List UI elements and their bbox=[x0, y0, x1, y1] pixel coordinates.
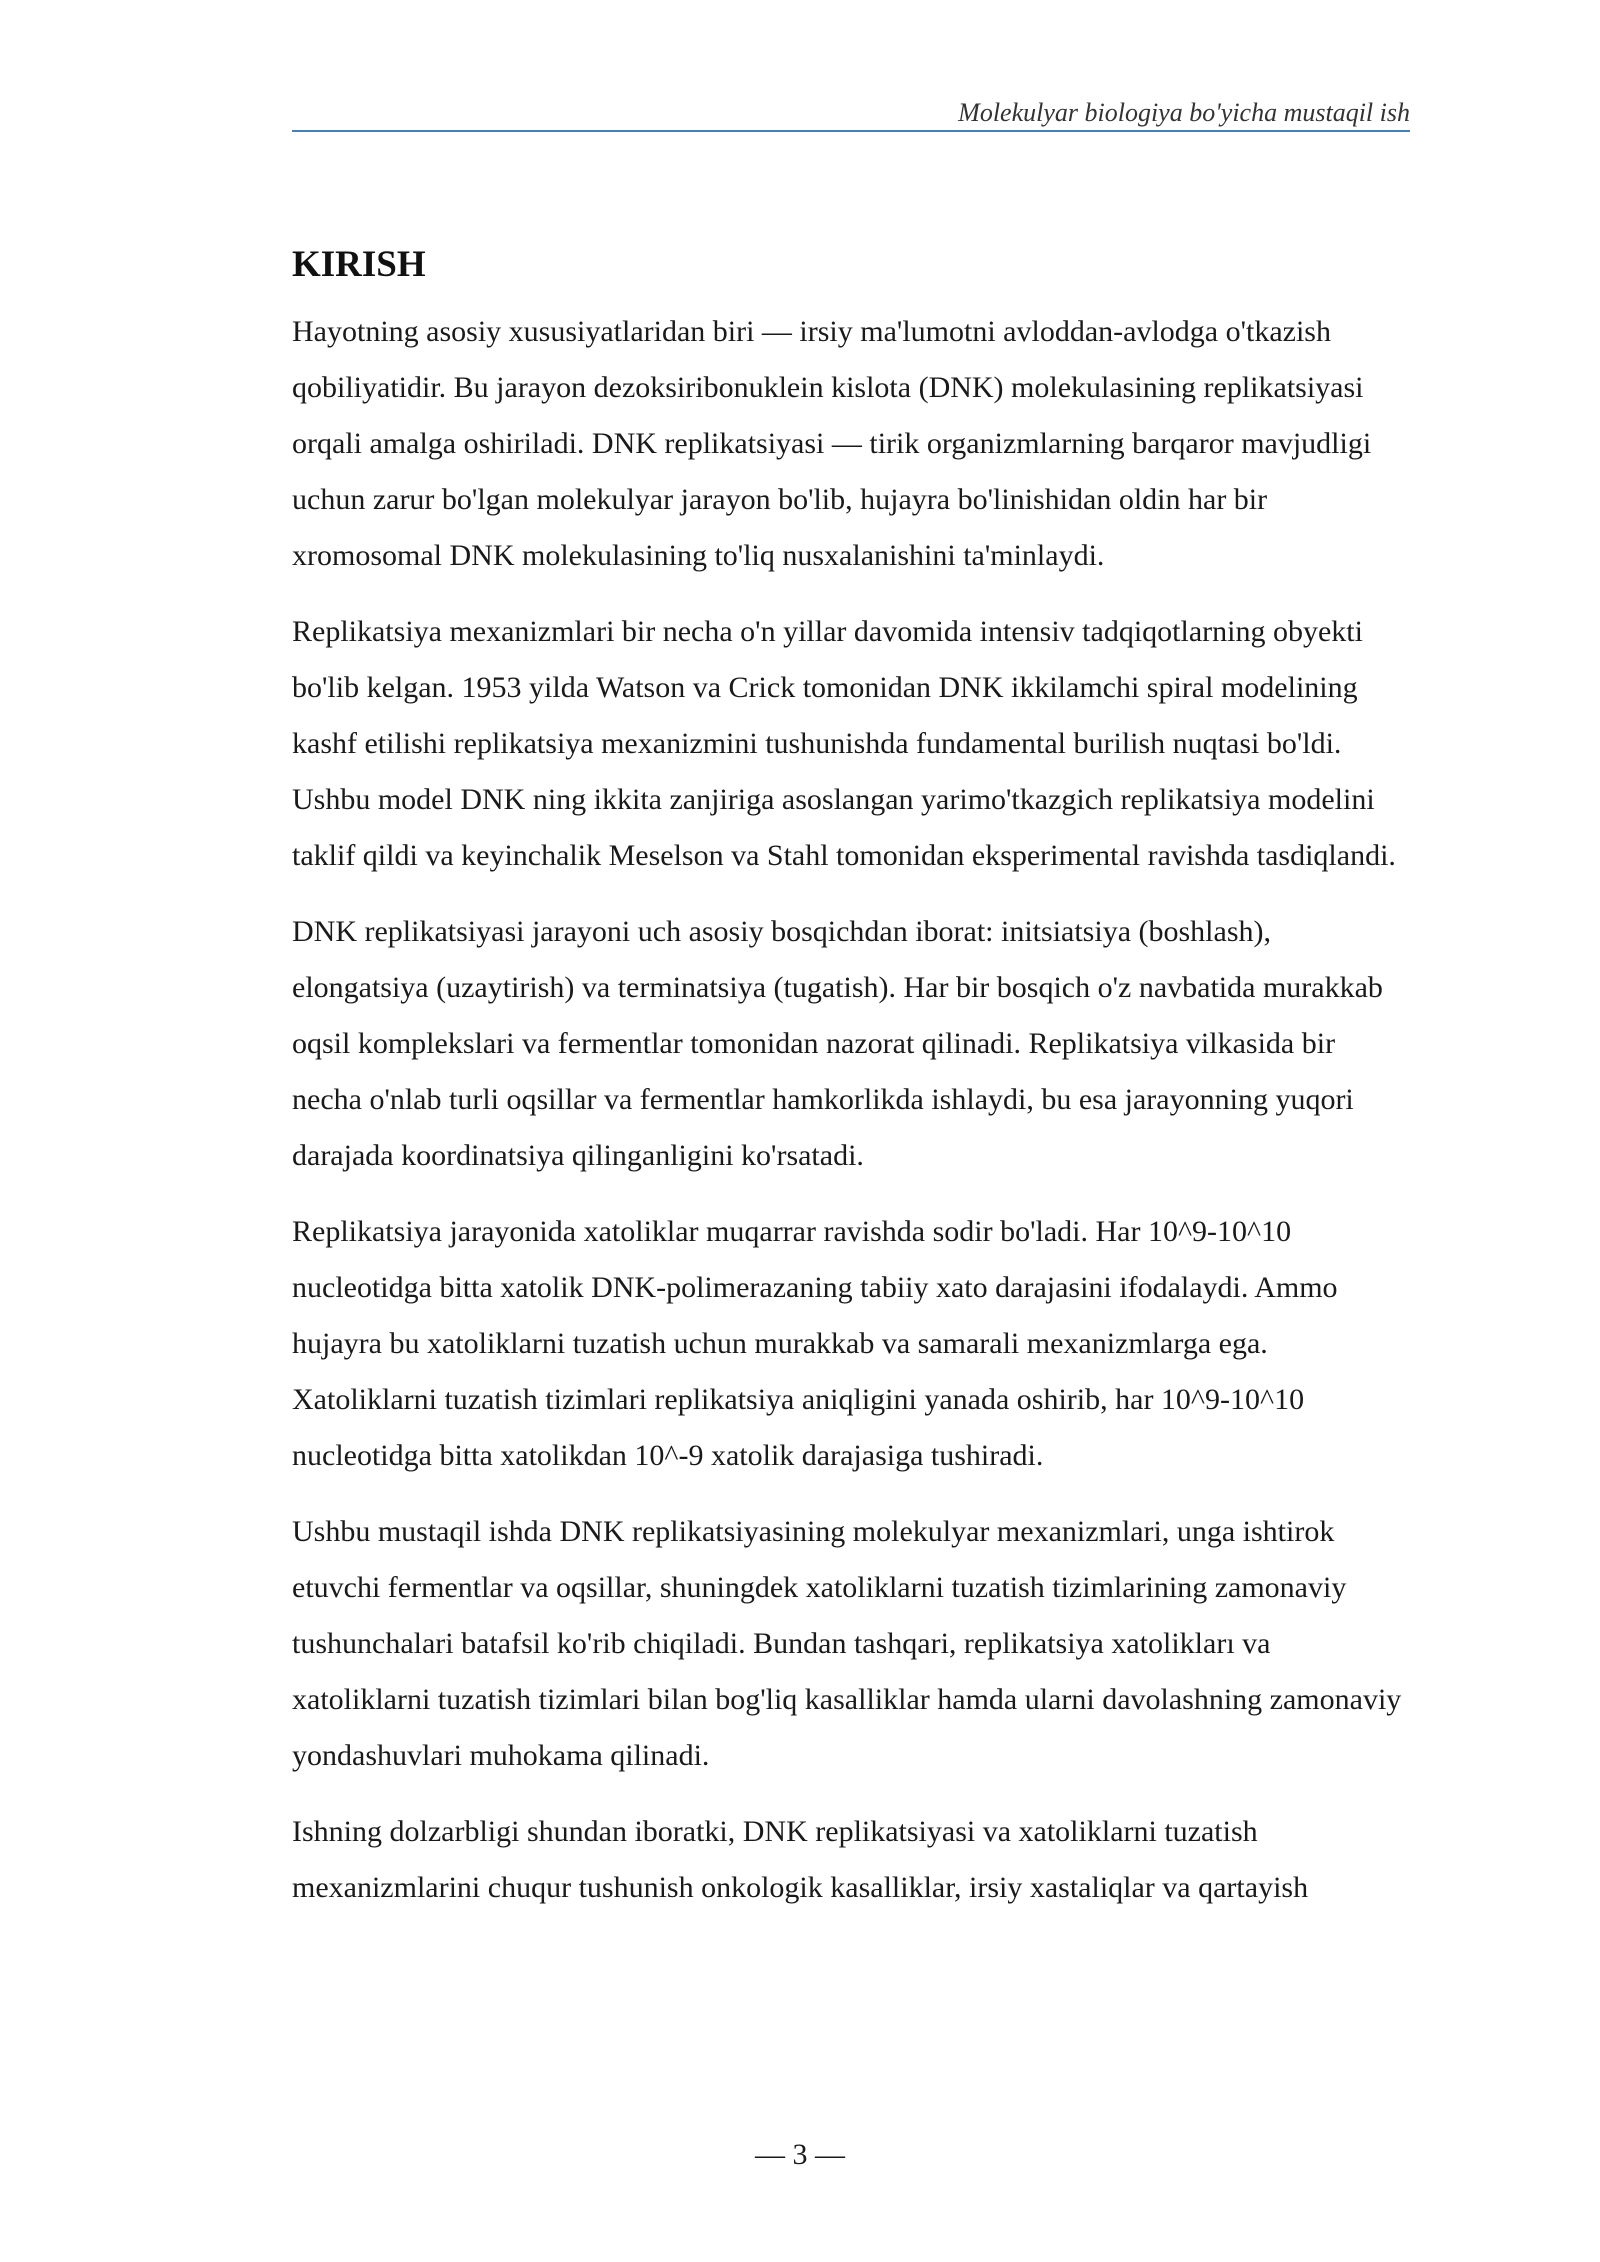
page-content bbox=[292, 240, 1410, 1916]
paragraph: Replikatsiya mexanizmlari bir necha o'n yillar davomida intensiv tadqiqotlarning obyekti bo'lib kelgan. 1953 yilda Watson va Crick tomonidan DNK ikkilamchi spiral modelining kashf etilishi replikatsiya mexanizmini tushunishda fundamental burilish nuqtasi bo'ldi. Ushbu model DNK ning ikkita zanjiriga asoslangan yarimo'tkazgich replikatsiya modelini taklif qildi va keyinchalik Meselson va Stahl tomonidan eksperimental ravishda tasdiqlandi. bbox=[292, 615, 1396, 872]
section-title: KIRISH bbox=[292, 244, 426, 285]
paragraph: Replikatsiya jarayonida xatoliklar muqarrar ravishda sodir bo'ladi. Har 10^9-10^10 nucleotidga bitta xatolik DNK-polimerazaning tabiiy xato darajasini ifodalaydi. Ammo hujayra bu xatoliklarni tuzatish uchun murakkab va samarali mexanizmlarga ega. Xatoliklarni tuzatish tizimlari replikatsiya aniqligini yanada oshirib, har 10^9-10^10 nucleotidga bitta xatolikdan 10^-9 xatolik darajasiga tushiradi. bbox=[292, 1215, 1338, 1472]
running-header-title: Molekulyar biologiya bo'yicha mustaqil ish bbox=[958, 98, 1410, 127]
paragraph: Hayotning asosiy xususiyatlaridan biri — irsiy ma'lumotni avloddan-avlodga o'tkazish qobiliyatidir. Bu jarayon dezoksiribonuklein kislota (DNK) molekulasining replikatsiyasi orqali amalga oshiriladi. DNK replikatsiyasi — tirik organizmlarning barqaror mavjudligi uchun zarur bo'lgan molekulyar jarayon bo'lib, hujayra bo'linishidan oldin har bir xromosomal DNK molekulasining to'liq nusxalanishini ta'minlaydi. bbox=[292, 315, 1372, 572]
paragraph: DNK replikatsiyasi jarayoni uch asosiy bosqichdan iborat: initsiatsiya (boshlash), elongatsiya (uzaytirish) va terminatsiya (tugatish). Har bir bosqich o'z navbatida murakkab oqsil komplekslari va fermentlar tomonidan nazorat qilinadi. Replikatsiya vilkasida bir necha o'nlab turli oqsillar va fermentlar hamkorlikda ishlaydi, bu esa jarayonning yuqori darajada koordinatsiya qilinganligini ko'rsatadi. bbox=[292, 915, 1383, 1172]
page-number: — 3 — bbox=[755, 2138, 845, 2171]
running-header bbox=[292, 92, 1410, 132]
paragraph: Ushbu mustaqil ishda DNK replikatsiyasining molekulyar mexanizmlari, unga ishtirok etuvchi fermentlar va oqsillar, shuningdek xatoliklarni tuzatish tizimlarining zamonaviy tushunchalari batafsil ko'rib chiqiladi. Bundan tashqari, replikatsiya xatolikları va xatoliklarni tuzatish tizimlari bilan bog'liq kasalliklar hamda ularni davolashning zamonaviy yondashuvlari muhokama qilinadi. bbox=[292, 1515, 1402, 1772]
paragraph: Ishning dolzarbligi shundan iboratki, DNK replikatsiyasi va xatoliklarni tuzatish mexanizmlarini chuqur tushunish onkologik kasalliklar, irsiy xastaliqlar va qartayish bbox=[292, 1815, 1309, 1904]
